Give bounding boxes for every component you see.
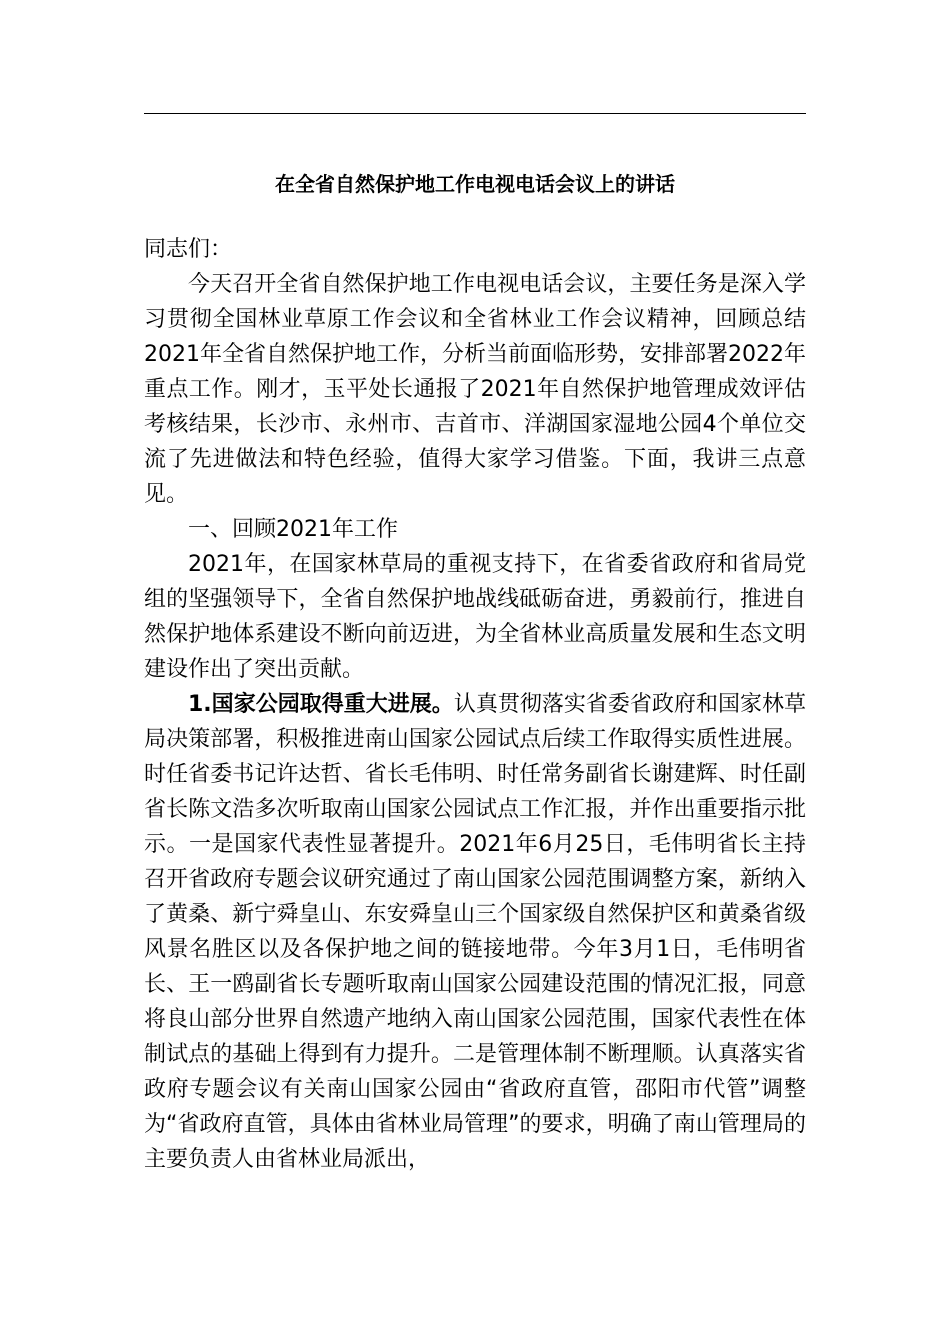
paragraph-lead: 1.国家公园取得重大进展。 xyxy=(188,692,454,717)
section-heading xyxy=(144,512,806,547)
section-heading-text: 一、回顾2021年工作 xyxy=(188,517,398,542)
paragraph-text: 认真贯彻落实省委省政府和国家林草局决策部署，积极推进南山国家公园试点后续工作取得实质性进展。时任省委书记许达哲、省长毛伟明、时任常务副省长谢建辉、时任副省长陈文浩多次听取南山国家公园试点工作汇报，并作出重要指示批示。一是国家代表性显著提升。2021年6月25日，毛伟明省长主持召开省政府专题会议研究通过了南山国家公园范围调整方案，新纳入了黄桑、新宁舜皇山、东安舜皇山三个国家级自然保护区和黄桑省级风景名胜区以及各保护地之间的链接地带。今年3月1日，毛伟明省长、王一鸥副省长专题听取南山国家公园建设范围的情况汇报，同意将良山部分世界自然遗产地纳入南山国家公园范围，国家代表性在体制试点的基础上得到有力提升。二是管理体制不断理顺。认真落实省政府专题会议有关南山国家公园由“省政府直管，邵阳市代管”调整为“省政府直管，具体由省林业局管理”的要求，明确了南山管理局的主要负责人由省林业局派出， xyxy=(144,692,806,1172)
salutation: 同志们： xyxy=(144,237,233,262)
paragraph-text: 今天召开全省自然保护地工作电视电话会议，主要任务是深入学习贯彻全国林业草原工作会议和全省林业工作会议精神，回顾总结2021年全省自然保护地工作，分析当前面临形势，安排部署2022年重点工作。刚才，玉平处长通报了2021年自然保护地管理成效评估考核结果，长沙市、永州市、吉首市、洋湖国家湿地公园4个单位交流了先进做法和特色经验，值得大家学习借鉴。下面，我讲三点意见。 xyxy=(144,272,806,507)
document-title: 在全省自然保护地工作电视电话会议上的讲话 xyxy=(275,172,675,196)
paragraph-text: 2021年，在国家林草局的重视支持下，在省委省政府和省局党组的坚强领导下，全省自然保护地战线砥砺奋进，勇毅前行，推进自然保护地体系建设不断向前迈进，为全省林业高质量发展和生态文明建设作出了突出贡献。 xyxy=(144,552,806,682)
document-body xyxy=(144,232,806,1177)
paragraph-national-park xyxy=(144,687,806,1177)
header-rule xyxy=(144,113,806,114)
paragraph-review xyxy=(144,547,806,687)
paragraph-intro xyxy=(144,267,806,512)
